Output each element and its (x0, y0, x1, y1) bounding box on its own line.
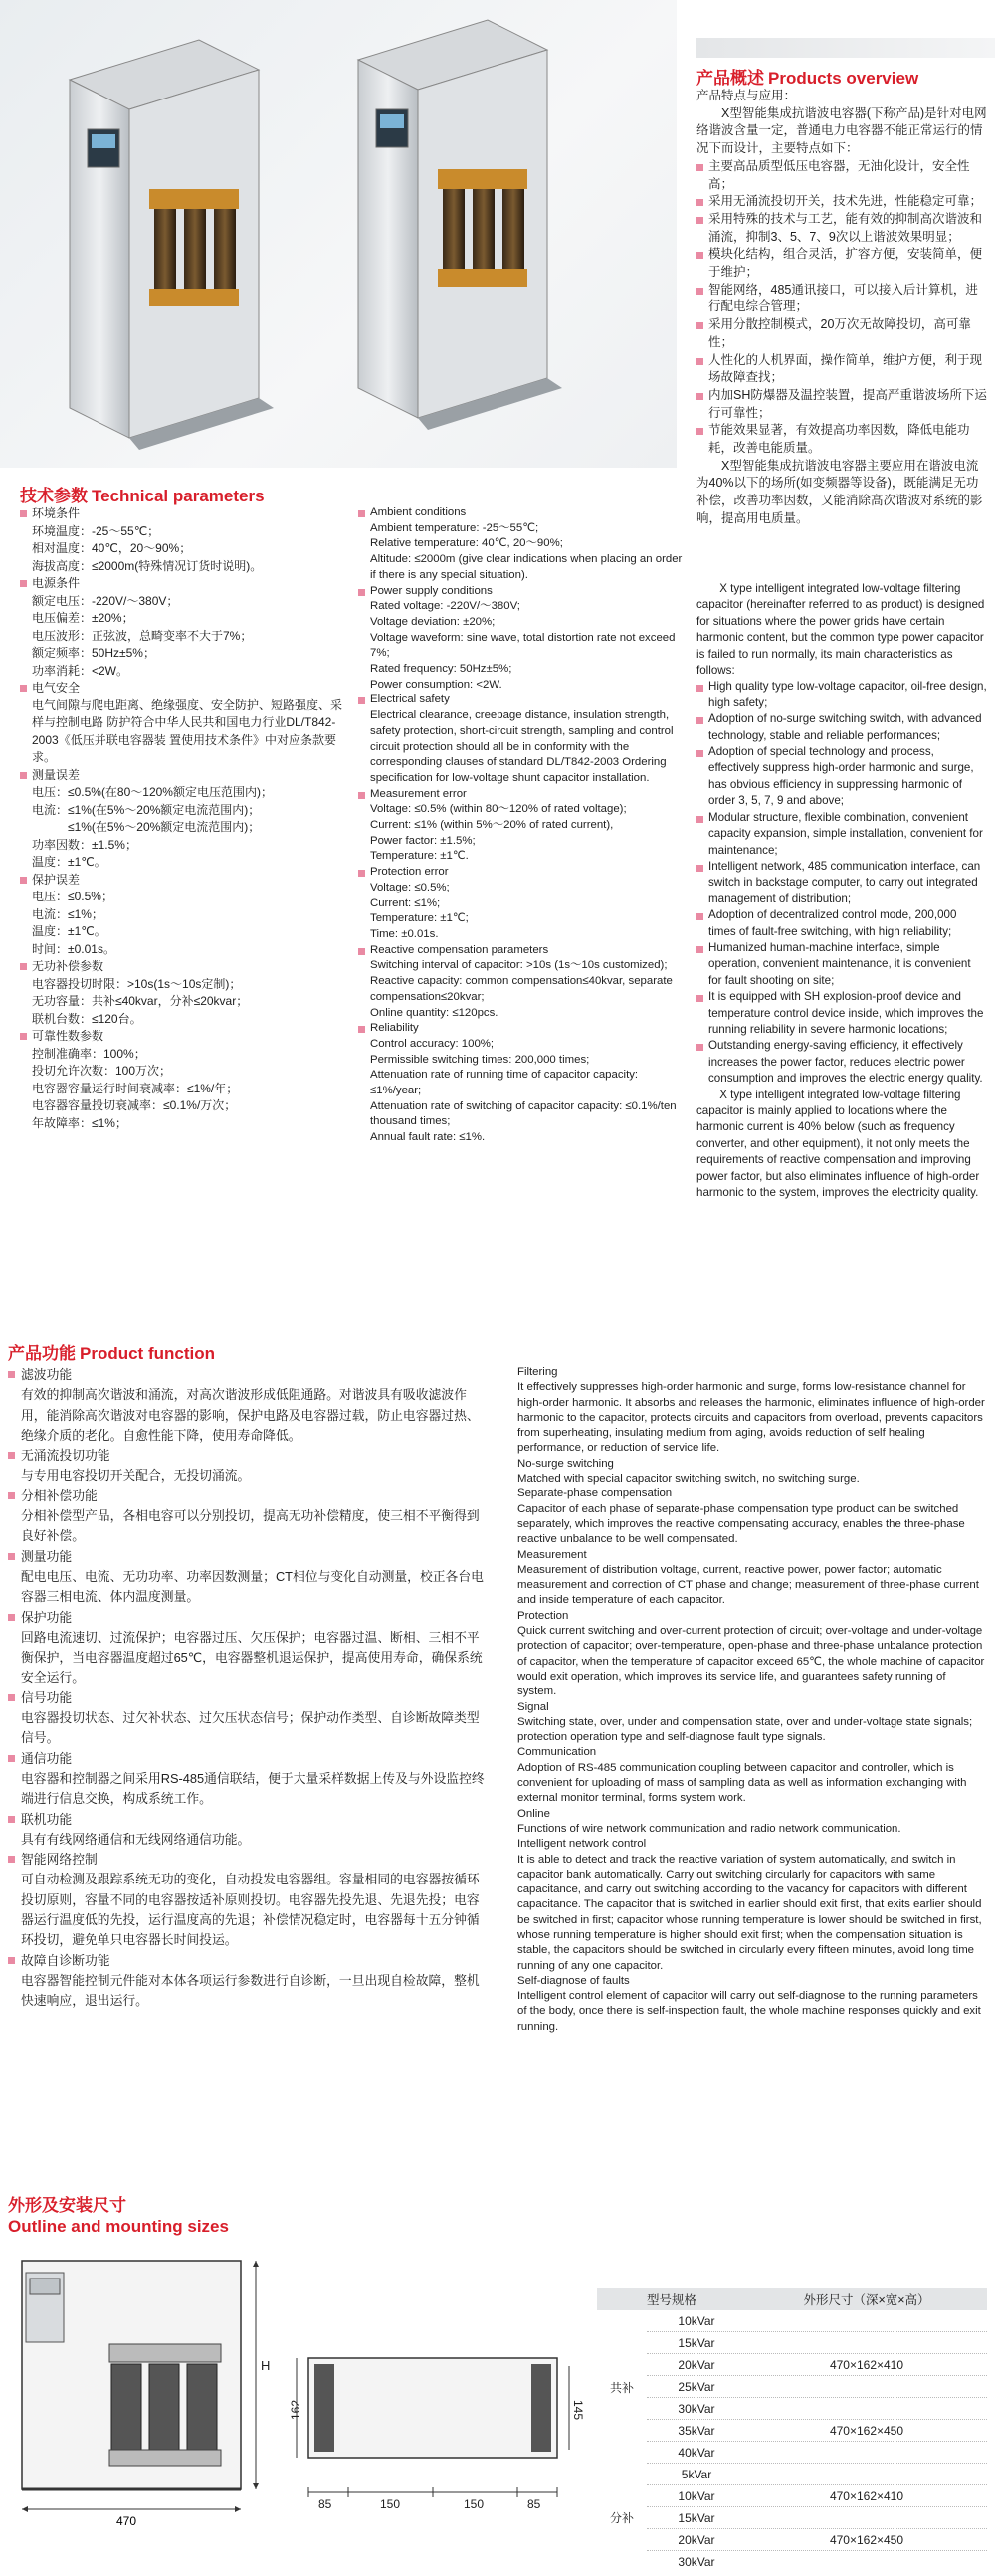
tech-cn-column (20, 505, 348, 1132)
overview-features-label: 产品特点与应用： (696, 89, 797, 102)
function-item: 测量功能 配电电压、电流、无功功率、功率因数测量；CT相位与变化自动测量，校正各台电容器三相电流、体内温度测量。 (8, 1547, 488, 1608)
overview-cn-block (696, 88, 987, 528)
function-title: 产品功能 Product function (8, 1344, 215, 1363)
bottom-dim-1: 85 (318, 2497, 332, 2511)
tech-group: Electrical safety Electrical clearance, creepage distance, insulation strength, safety protection, short-circuit strength, sampling and control circuit protection should all be in conformity with the corresponding clauses of standard DL/T842-2003 Ordering specification for low-voltage shunt capacitor installation. (358, 693, 687, 786)
table-row: 40kVar (647, 2442, 987, 2464)
tech-group: 测量误差 电压：≤0.5%(在80～120%额定电压范围内)； 电流：≤1%(在5%～20%额定电流范围内)； ≤1%(在5%～20%额定电流范围内)； 功率因数：±1.5%； 温度：±1℃。 (20, 767, 348, 872)
table-row: 20kVar 470×162×450 (647, 2529, 987, 2551)
table-row: 25kVar (647, 2376, 987, 2398)
bottom-dim-4: 85 (527, 2497, 541, 2511)
list-item: Intelligent network, 485 communication interface, can switch in backstage computer, to carry out integrated management of distribution; (696, 859, 987, 907)
list-item: Adoption of decentralized control mode, 200,000 times of fault-free switching, with high reliability; (696, 907, 987, 940)
function-item: 通信功能 电容器和控制器之间采用RS-485通信联结，便于大量采样数据上传及与外设监控终端进行信息交换，构成系统工作。 (8, 1749, 488, 1810)
front-view-drawing (12, 2249, 271, 2537)
tech-group: Reactive compensation parameters Switching interval of capacitor: >10s (1s～10s customized); Reactive capacity: common compensation≤40kvar, separate compensation≤20kvar; Online quantity: ≤120pcs. (358, 943, 687, 1022)
list-item: 主要高品质型低压电容器，无油化设计，安全性高； (696, 158, 987, 193)
overview-en-block (696, 581, 987, 1201)
list-item: Adoption of no-surge switching switch, with advanced technology, stable and reliable performances; (696, 711, 987, 744)
top-view-svg (289, 2348, 587, 2547)
list-item: 人性化的人机界面，操作简单，维护方便，利于现场故障查找； (696, 352, 987, 387)
tech-group: 电源条件 额定电压：-220V/～380V； 电压偏差：±20%； 电压波形：正弦波，总畸变率不大于7%； 额定频率：50Hz±5%； 功率消耗：<2W。 (20, 575, 348, 680)
list-item: Adoption of special technology and process, effectively suppress high-order harmonic and surge, has obvious efficiency in suppressing harmonic of order 3, 5, 7, 9 and above; (696, 744, 987, 810)
function-item: Filtering It effectively suppresses high-order harmonic and surge, forms low-resistance channel for high-order harmonic. It absorbs and releases the harmonic, eliminates influence of high-order harmonic to the capacitor, protects circuits and capacitors from overload, prevents capacitors from superheating, insulating medium from aging, avoids reduction of self healing performance, or reduction of service life. (517, 1366, 985, 1455)
table-row: 20kVar 470×162×410 (647, 2354, 987, 2376)
function-item: 故障自诊断功能 电容器智能控制元件能对本体各项运行参数进行自诊断，一旦出现自检故障，整机快速响应，退出运行。 (8, 1951, 488, 2012)
overview-closing-en: X type intelligent integrated low-voltage filtering capacitor is mainly applied to locations where the harmonic current is 40% below (such as frequency converter, and other equipment), it not only meets the requirements of reactive compensation and improving power factor, but also eliminates influence of high-order harmonic to the system, improves the electricity quality. (696, 1088, 980, 1200)
header-banner-strip (696, 38, 995, 58)
tech-group: Ambient conditions Ambient temperature: -25～55℃; Relative temperature: 40℃, 20～90%; Altitude: ≤2000m (give clear indications when placing an order if there is any special situation). (358, 505, 687, 584)
table-row: 30kVar (647, 2398, 987, 2420)
capacitor-illustration (0, 0, 677, 468)
list-item: 采用无涌流投切开关，技术先进，性能稳定可靠； (696, 193, 987, 211)
overview-features-en (696, 679, 987, 1087)
dim-depth2-label: 145 (571, 2400, 585, 2421)
dimensions-title: 外形及安装尺寸 Outline and mounting sizes (8, 2196, 229, 2236)
table-row: 15kVar (647, 2507, 987, 2529)
product-photo (0, 0, 677, 468)
bottom-dim-3: 150 (464, 2497, 485, 2511)
function-item: Self-diagnose of faults Intelligent control element of capacitor will carry out self-diagnose to the running parameters of the body, once there is self-inspection fault, the whole machine responses quickly and exit running. (517, 1974, 981, 2033)
front-view-svg (12, 2249, 271, 2537)
tech-title: 技术参数 Technical parameters (20, 487, 265, 505)
capacitor-unit-left (70, 40, 274, 450)
tech-group: Measurement error Voltage: ≤0.5% (within 80～120% of rated voltage); Current: ≤1% (within 5%～20% of rated current), Power factor: ±1.5%; Temperature: ±1℃. (358, 787, 687, 866)
function-item: Online Functions of wire network communication and radio network communication. (517, 1807, 901, 1835)
function-item: 无涌流投切功能 与专用电容投切开关配合，无投切涌流。 (8, 1446, 488, 1486)
dim-depth-label: 162 (289, 2400, 302, 2421)
tech-group: 无功补偿参数 电容器投切时限：>10s(1s～10s定制)； 无功容量：共补≤40kvar，分补≤20kvar； 联机台数：≤120台。 (20, 958, 348, 1028)
function-en-column (507, 1365, 987, 2035)
list-item: 采用特殊的技术与工艺，能有效的抑制高次谐波和涌流，抑制3、5、7、9次以上谐波效果明显； (696, 211, 987, 246)
function-item: Signal Switching state, over, under and compensation state, over and under-voltage state signals; protection operation type and self-diagnose fault type signals. (517, 1700, 973, 1744)
function-item: Intelligent network control It is able to detect and track the reactive variation of system automatically, and switch in capacitor bank automatically. Carry out switching circularly for capacitors with same capacitance, and carry out switching according to the vacancy for capacitors with different capacitance. The capacitor that is switched in earlier should exit first, that exits earlier should be switched in first; capacitor whose running temperature is lower should be switched in first, whose running temperature is higher should exit first; when the compensation situation is stable, the capacitors should be switched in circularly every fifteen minutes, avoid long time running of any one capacitor. (517, 1838, 982, 1972)
overview-features-cn (696, 158, 987, 458)
list-item: It is equipped with SH explosion-proof device and temperature control device inside, which improves the running reliability in severe harmonic locations; (696, 989, 987, 1038)
table-row: 5kVar (647, 2464, 987, 2485)
table-row: 30kVar (678, 2554, 715, 2569)
overview-title: 产品概述 Products overview (696, 69, 919, 88)
bottom-dim-2: 150 (380, 2497, 401, 2511)
dim-width-label: 470 (116, 2514, 137, 2528)
list-item: 智能网络，485通讯接口，可以接入后计算机，进行配电综合管理； (696, 282, 987, 316)
function-item: Separate-phase compensation Capacitor of each phase of separate-phase compensation type product can be switched separately, which improves the reactive compensating accuracy, enables the three-phase reactive unbalance to be well compensated. (517, 1487, 965, 1546)
tech-group: 可靠性数参数 控制准确率：100%； 投切允许次数：100万次； 电容器容量运行时间衰减率：≤1%/年； 电容器容量投切衰减率：≤0.1%/万次； 年故障率：≤1%； (20, 1028, 348, 1132)
table-row: 35kVar 470×162×450 (647, 2420, 987, 2442)
function-item: No-surge switching Matched with special capacitor switching switch, no switching surge. (517, 1457, 860, 1486)
overview-intro-en: X type intelligent integrated low-voltage filtering capacitor (hereinafter referred to as product) is designed for situations where the power grids have certain harmonic content, but the common type power capacitor is failed to run normally, its main characteristics as follows: (696, 582, 985, 678)
function-item: Protection Quick current switching and over-current protection of circuit; over-voltage and under-voltage protection of capacitor; over-temperature, open-phase and three-phase unbalance protection of capacitor, when the temperature of capacitor exceed 65℃, the whole machine of capacitor would exit operation, which improves its service life, and guarantees safety running of system. (517, 1609, 985, 1698)
function-item: 联机功能 具有有线网络通信和无线网络通信功能。 (8, 1810, 488, 1851)
dim-height-label: H (261, 2358, 271, 2373)
function-item: Measurement Measurement of distribution voltage, current, reactive power, power factor; automatic measurement and correction of CT phase and change; measurement of three-phase current and inside temperature of each capacitor. (517, 1548, 979, 1607)
tech-en-column (358, 505, 687, 1146)
spec-table (597, 2288, 987, 2572)
list-item: 节能效果显著，有效提高功率因数，降低电能功耗，改善电能质量。 (696, 422, 987, 457)
list-item: 模块化结构，组合灵活，扩容方便，安装简单，便于维护； (696, 246, 987, 281)
spec-group-label: 共补 (609, 2380, 634, 2395)
function-cn-column (8, 1365, 488, 2012)
table-row: 15kVar (647, 2332, 987, 2354)
function-item: 信号功能 电容器投切状态、过欠补状态、过欠压状态信号；保护动作类型、自诊断故障类型信号。 (8, 1688, 488, 1749)
spec-group-separate (597, 2464, 987, 2572)
list-item: High quality type low-voltage capacitor, oil-free design, high safety; (696, 679, 987, 711)
list-item: 内加SH防爆器及温控装置，提高严重谐波场所下运行可靠性； (696, 387, 987, 422)
list-item: Humanized human-machine interface, simple operation, convenient maintenance, it is convenient for fault shooting on site; (696, 940, 987, 989)
function-item: 滤波功能 有效的抑制高次谐波和涌流，对高次谐波形成低阻通路。对谐波具有吸收滤波作用，能消除高次谐波对电容器的影响，保护电路及电容器过载，防止电容器过热、绝缘介质的老化。自愈性能下降，使用寿命降低。 (8, 1365, 488, 1446)
overview-closing-cn: X型智能集成抗谐波电容器主要应用在谐波电流为40%以下的场所(如变频器等设备)，既能满足无功补偿，改善功率因数，又能消除高次谐波对系统的影响，提高用电质量。 (696, 458, 983, 525)
tech-group: Protection error Voltage: ≤0.5%; Current: ≤1%; Temperature: ±1℃; Time: ±0.01s. (358, 865, 687, 943)
tech-group: 保护误差 电压：≤0.5%； 电流：≤1%； 温度：±1℃。 时间：±0.01s。 (20, 872, 348, 959)
function-item: 分相补偿功能 分相补偿型产品，各相电容可以分别投切，提高无功补偿精度，使三相不平衡得到良好补偿。 (8, 1486, 488, 1547)
tech-group: Reliability Control accuracy: 100%; Permissible switching times: 200,000 times; Attenuation rate of running time of capacitor capacity: ≤1%/year; Attenuation rate of switching of capacitor capacity: ≤0.1%/ten thousand times; Annual fault rate: ≤1%. (358, 1021, 687, 1146)
spec-table-header: 型号规格 外形尺寸（深×宽×高） (597, 2288, 987, 2310)
list-item: Outstanding energy-saving efficiency, it effectively increases the power factor, reduces electric power consumption and improves the electric energy quality. (696, 1038, 987, 1087)
function-item: Communication Adoption of RS-485 communication coupling between capacitor and controller, which is convenient for uploading of mass of sampling data as well as information exchanging with external monitor terminal, forms system work. (517, 1746, 967, 1805)
tech-group: Power supply conditions Rated voltage: -220V/～380V; Voltage deviation: ±20%; Voltage waveform: sine wave, total distortion rate not exceed 7%; Rated frequency: 50Hz±5%; Power consumption: <2W. (358, 584, 687, 694)
spec-group-common (597, 2310, 987, 2464)
spec-group-label: 分补 (609, 2511, 634, 2525)
list-item: 采用分散控制模式，20万次无故障投切，高可靠性； (696, 316, 987, 351)
overview-intro-cn: X型智能集成抗谐波电容器(下称产品)是针对电网络谐波含量一定，普通电力电容器不能正常运行的情况下而设计，主要特点如下： (696, 105, 987, 156)
list-item: Modular structure, flexible combination, convenient capacity expansion, simple installation, convenient for maintenance; (696, 810, 987, 859)
table-row: 10kVar 470×162×410 (647, 2485, 987, 2507)
tech-group: 电气安全 电气间隙与爬电距离、绝缘强度、安全防护、短路强度、采样与控制电路 防护符合中华人民共和国电力行业DL/T842-2003《低压并联电容器装 置使用技术条件》中对应条款要求。 (20, 680, 348, 767)
table-row: 10kVar (647, 2310, 987, 2332)
capacitor-unit-right (358, 20, 562, 430)
tech-group: 环境条件 环境温度：-25～55℃； 相对温度：40℃，20～90%； 海拔高度：≤2000m(特殊情况订货时说明)。 (20, 505, 348, 575)
top-view-drawing (289, 2348, 587, 2547)
function-item: 智能网络控制 可自动检测及跟踪系统无功的变化，自动投发电容器组。容量相同的电容器按循环投切原则，容量不同的电容器按适补原则投切。电容器先投先退、先退先投；电容器运行温度低的先投，运行温度高的先退；补偿情况稳定时，电容器每十五分钟循环投切，避免单只电容器长时间投运。 (8, 1850, 488, 1950)
function-item: 保护功能 回路电流速切、过流保护；电容器过压、欠压保护；电容器过温、断相、三相不平衡保护，当电容器温度超过65℃，电容器整机退运保护，提高使用寿命，确保系统安全运行。 (8, 1608, 488, 1688)
